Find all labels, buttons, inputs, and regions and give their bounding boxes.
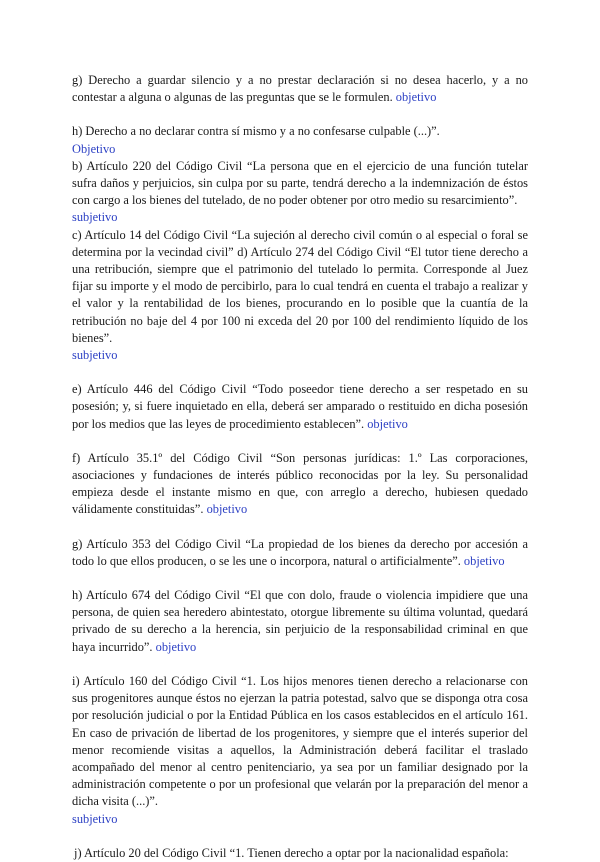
classification-tag: objetivo	[206, 502, 248, 517]
classification-tag: subjetivo	[72, 811, 118, 826]
paragraph-gap	[72, 364, 528, 381]
paragraph-b-articulo-220	[72, 158, 528, 227]
document-page	[72, 72, 528, 862]
paragraph-g-silencio	[72, 72, 528, 106]
classification-tag: objetivo	[395, 90, 437, 105]
paragraph-text: c) Artículo 14 del Código Civil “La sujeción al derecho civil común o al especial o foral se determina por la vecindad civil” d) Artículo 274 del Código Civil “El tutor tiene derecho a una retribución, siempre que el patrimonio del tutelado lo permita. Corresponde al Juez fijar su importe y el modo de percibirlo, para lo cual tendrá en cuenta el trabajo a realizar y el valor y la rentabilidad de los bienes, procurando en lo posible que la cuantía de la retribución no baje del 4 por 100 ni exceda del 20 por 100 del rendimiento líquido de los bienes”.	[72, 227, 528, 345]
paragraph-text: g) Artículo 353 del Código Civil “La propiedad de los bienes da derecho por accesión a todo lo que ellos producen, o se les une o incorpora, natural o artificialmente”.	[72, 536, 528, 568]
paragraph-text: b) Artículo 220 del Código Civil “La persona que en el ejercicio de una función tutelar sufra daños y perjuicios, sin culpa por su parte, tendrá derecho a la indemnización de éstos con cargo a los bienes del tutelado, de no poder obtener por otro medio su resarcimiento”.	[72, 158, 528, 208]
paragraph-text: j) Artículo 20 del Código Civil “1. Tienen derecho a optar por la nacionalidad española:	[74, 845, 509, 860]
classification-tag: subjetivo	[72, 210, 118, 225]
paragraph-text: f) Artículo 35.1º del Código Civil “Son personas jurídicas: 1.º Las corporaciones, asociaciones y fundaciones de interés público reconocidas por la ley. Su personalidad empieza desde el instante mismo en que, con arreglo a derecho, hubiesen quedado válidamente constituidas”.	[72, 450, 528, 517]
paragraph-e-articulo-446	[72, 381, 528, 433]
paragraph-c-articulo-14	[72, 227, 528, 365]
paragraph-j-articulo-20	[72, 845, 528, 862]
paragraph-text: e) Artículo 446 del Código Civil “Todo poseedor tiene derecho a ser respetado en su posesión; y, si fuere inquietado en ella, deberá ser amparado o restituido en dicha posesión por los medios que las leyes de procedimiento establecen”.	[72, 382, 528, 431]
paragraph-g-articulo-353	[72, 536, 528, 570]
paragraph-gap	[72, 519, 528, 536]
paragraph-gap	[72, 828, 528, 845]
classification-tag: objetivo	[367, 416, 408, 431]
classification-tag: objetivo	[463, 553, 505, 568]
paragraph-i-articulo-160	[72, 673, 528, 828]
paragraph-text: h) Artículo 674 del Código Civil “El que con dolo, fraude o violencia impidiere que una persona, de quien sea heredero abintestato, otorgue libremente su última voluntad, quedará privado de su derecho a la herencia, sin perjuicio de la responsabilidad criminal en que haya incurrido”.	[72, 588, 528, 654]
paragraph-text: i) Artículo 160 del Código Civil “1. Los hijos menores tienen derecho a relacionarse con sus progenitores aunque éstos no ejerzan la patria potestad, salvo que se disponga otra cosa por resolución judicial o por la Entidad Pública en los casos establecidos en el artículo 161. En caso de privación de libertad de los progenitores, y siempre que el interés superior del menor recomiende visitas a aquellos, la Administración deberá facilitar el traslado acompañado del menor al centro penitenciario, ya sea por un familiar designado por la administración competente o por un profesional que velarán por la preparación del menor a dicha visita (...)”.	[72, 673, 528, 809]
classification-tag: objetivo	[155, 639, 197, 654]
paragraph-gap	[72, 106, 528, 123]
paragraph-h-articulo-674	[72, 587, 528, 656]
paragraph-gap	[72, 656, 528, 673]
classification-tag: subjetivo	[72, 348, 118, 363]
paragraph-gap	[72, 570, 528, 587]
classification-tag: Objetivo	[72, 141, 116, 156]
paragraph-h-no-declarar	[72, 123, 528, 157]
paragraph-text: h) Derecho a no declarar contra sí mismo y a no confesarse culpable (...)”.	[72, 124, 440, 139]
paragraph-f-articulo-35	[72, 450, 528, 519]
paragraph-gap	[72, 433, 528, 450]
paragraph-text: g) Derecho a guardar silencio y a no prestar declaración si no desea hacerlo, y a no contestar a alguna o algunas de las preguntas que se le formulen.	[72, 73, 528, 105]
